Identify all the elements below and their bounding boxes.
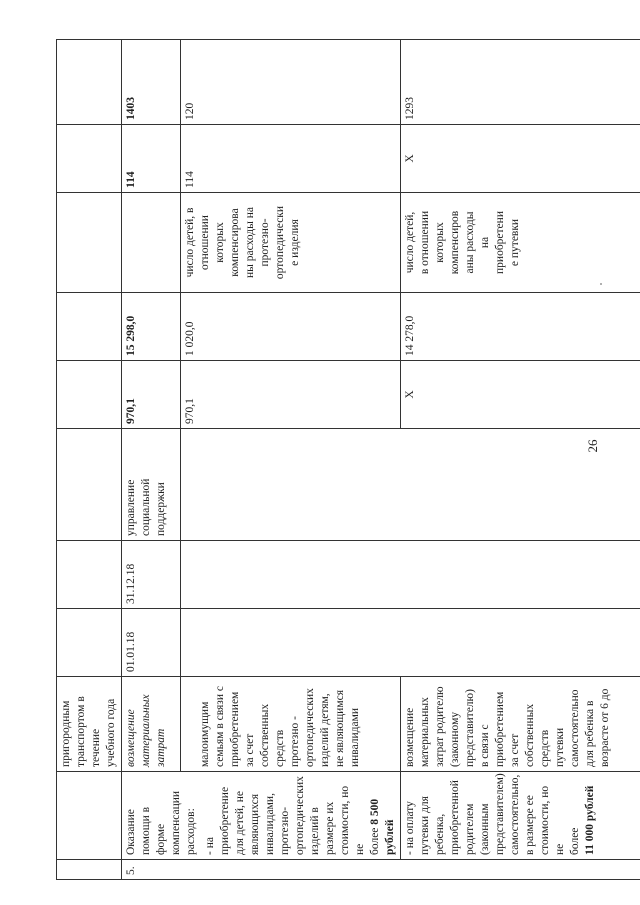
prosthetics-limit: 8 500 рублей	[369, 798, 396, 855]
cell-summary-end: 31.12.18	[122, 541, 181, 609]
cell-voucher-executor	[401, 429, 640, 541]
table-row-prosthetics	[181, 40, 401, 880]
cell-voucher-v2: 14 278,0	[401, 293, 640, 361]
cell-prosthetics-v2: 1 020,0	[181, 293, 401, 361]
cell-num	[57, 860, 122, 880]
cell-prosthetics-executor	[181, 429, 401, 541]
cell-prosthetics-v4: 114	[181, 125, 401, 193]
cell-voucher-title	[401, 772, 640, 860]
cell-summary-v5: 1403	[122, 40, 181, 125]
prosthetics-subtitle: - на приобретение для детей, не являющихся инвалидами, протезно- ортопедических изделий в размере их стоимости, но не более	[204, 776, 381, 855]
cell-prosthetics-v1: 970,1	[181, 361, 401, 429]
table-row-top	[57, 40, 122, 880]
cell-summary-start: 01.01.18	[122, 609, 181, 677]
cell-summary-v1: 970,1	[122, 361, 181, 429]
voucher-subtitle: - на оплату путевки для ребенка, приобретенной родителем (законным представителем) самостоятельно, в размере ее стоимости, но не более	[404, 773, 581, 855]
cell-v2	[57, 293, 122, 361]
cell-summary-description: возмещение материальных затрат	[122, 677, 181, 772]
table-row-summary	[122, 40, 181, 880]
cell-v5	[57, 40, 122, 125]
cell-prosthetics-v3: число детей, в отношении которых компенсирова ны расходы на протезно- ортопедически е изделия	[181, 193, 401, 293]
cell-voucher-v5: 1293	[401, 40, 640, 125]
cell-row-number: 5.	[122, 860, 640, 880]
cell-voucher-description: возмещение материальных затрат родителю (законному представителю) в связи с приобретением за счет собственных средств путевки самостоятельно для ребенка в возрасте от 6 до	[401, 677, 640, 772]
cell-prosthetics-end	[181, 541, 401, 609]
cell-summary-v4: 114	[122, 125, 181, 193]
table-row-voucher	[401, 40, 640, 880]
page-number: 26	[585, 439, 600, 453]
voucher-limit: 11 000 рублей	[584, 785, 596, 855]
cell-prosthetics-description	[181, 677, 401, 772]
cell-summary-v3	[122, 193, 181, 293]
cell-voucher-v3: число детей, в отношении которых компенсиров аны расходы на приобретени е путевки	[401, 193, 640, 293]
title-text: Оказание помощи в форме компенсации расходов:	[125, 790, 197, 855]
cell-row-title	[122, 772, 401, 860]
cell-prosthetics-v5: 120	[181, 40, 401, 125]
cell-v1	[57, 361, 122, 429]
cell-v3	[57, 193, 122, 293]
rotated-table-container	[56, 40, 611, 880]
cell-voucher-v1: Х	[401, 361, 640, 429]
cell-description: пригородным транспортом в течение учебного года	[57, 677, 122, 772]
cell-executor	[57, 429, 122, 541]
prosthetics-description: малоимущим семьям в связи с приобретением за счет собственных средств протезно - ортопедических изделий детям, не являющимся инвалидами	[199, 686, 362, 767]
cell-v4	[57, 125, 122, 193]
cell-voucher-v4: Х	[401, 125, 640, 193]
cell-start	[57, 609, 122, 677]
cell-voucher-end	[401, 541, 640, 609]
cell-summary-executor: управление социальной поддержки	[122, 429, 181, 541]
program-table	[56, 39, 640, 880]
cell-summary-v2: 15 298,0	[122, 293, 181, 361]
cell-voucher-start	[401, 609, 640, 677]
cell-prosthetics-start	[181, 609, 401, 677]
scan-speck	[600, 283, 602, 285]
cell-title	[57, 772, 122, 860]
cell-end	[57, 541, 122, 609]
